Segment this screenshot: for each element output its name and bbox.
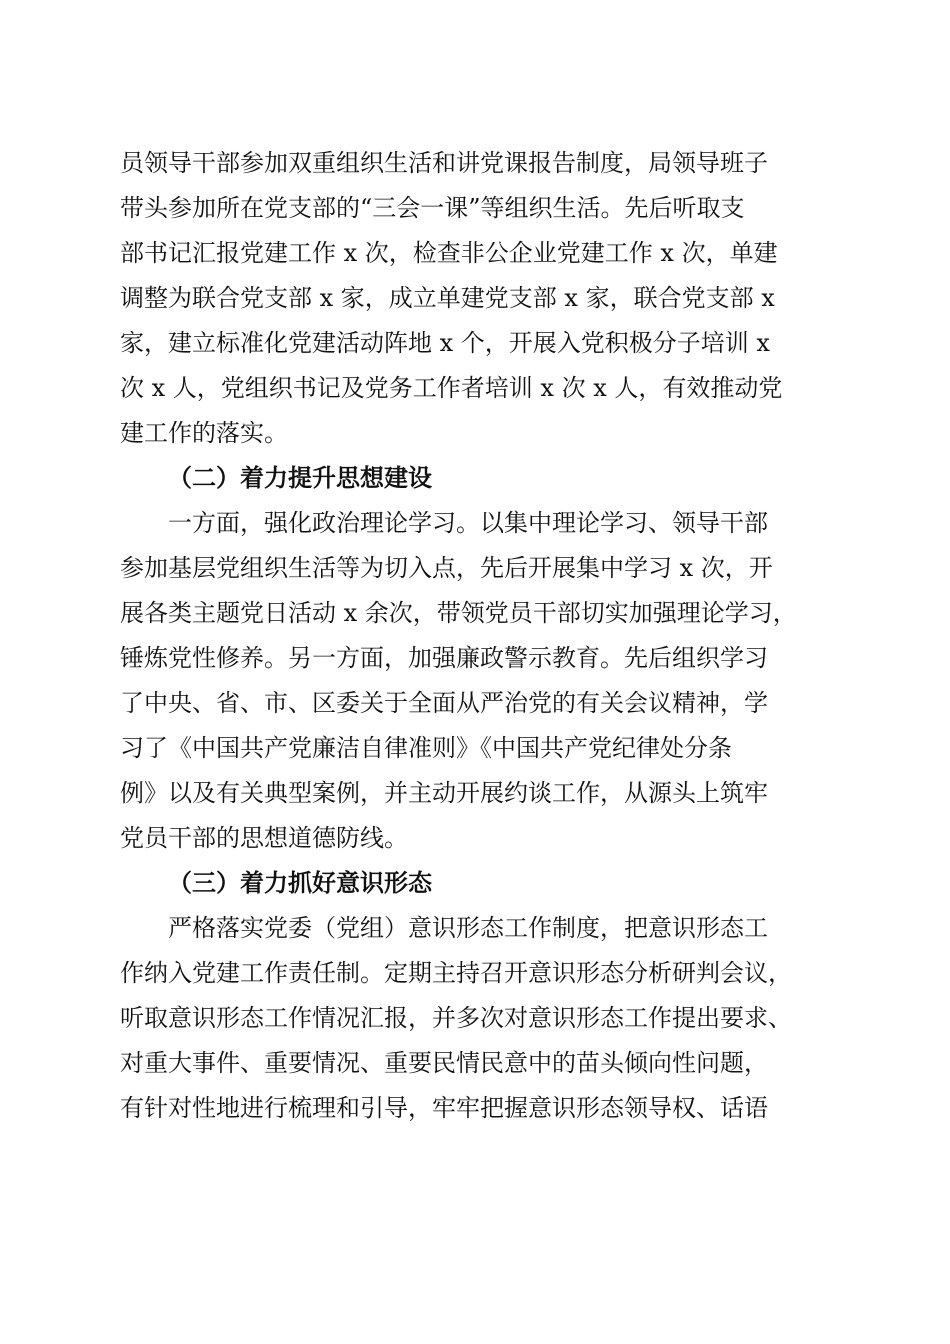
paragraph-1-line-1: 员领导干部参加双重组织生活和讲党课报告制度，局领导班子 <box>120 149 768 177</box>
paragraph-1-line-2: 带头参加所在党支部的“三会一课”等组织生活。先后听取支 <box>120 194 745 222</box>
paragraph-1-line-5: 家，建立标准化党建活动阵地 x 个，开展入党积极分子培训 x <box>120 329 770 357</box>
section-3-line-4: 对重大事件、重要情况、重要民情民意中的苗头倾向性问题， <box>120 1049 768 1077</box>
section-3-line-1: 严格落实党委（党组）意识形态工作制度，把意识形态工 <box>168 914 768 942</box>
section-2-line-3: 展各类主题党日活动 x 余次，带领党员干部切实加强理论学习， <box>120 599 797 627</box>
section-2-line-6: 习了《中国共产党廉洁自律准则》《中国共产党纪律处分条 <box>120 734 732 762</box>
paragraph-1-line-4: 调整为联合党支部 x 家，成立单建党支部 x 家，联合党支部 x <box>120 284 775 312</box>
section-2-line-2: 参加基层党组织生活等为切入点，先后开展集中学习 x 次，开 <box>120 554 773 582</box>
section-2-line-8: 党员干部的思想道德防线。 <box>120 824 408 852</box>
section-3-line-3: 听取意识形态工作情况汇报，并多次对意识形态工作提出要求、 <box>120 1004 792 1032</box>
section-3-heading: （三）着力抓好意识形态 <box>168 868 432 897</box>
section-2-heading: （二）着力提升思想建设 <box>168 463 432 492</box>
section-2-line-5: 了中央、省、市、区委关于全面从严治党的有关会议精神，学 <box>120 689 768 717</box>
section-3-line-2: 作纳入党建工作责任制。定期主持召开意识形态分析研判会议， <box>120 959 792 987</box>
section-2-line-1: 一方面，强化政治理论学习。以集中理论学习、领导干部 <box>168 509 768 537</box>
section-2-line-4: 锤炼党性修养。另一方面，加强廉政警示教育。先后组织学习 <box>120 644 768 672</box>
paragraph-1-line-6: 次 x 人，党组织书记及党务工作者培训 x 次 x 人，有效推动党 <box>120 374 783 402</box>
paragraph-1-line-3: 部书记汇报党建工作 x 次，检查非公企业党建工作 x 次，单建 <box>120 239 778 267</box>
paragraph-1-line-7: 建工作的落实。 <box>120 419 288 447</box>
section-2-line-7: 例》以及有关典型案例，并主动开展约谈工作，从源头上筑牢 <box>120 779 768 807</box>
section-3-line-5: 有针对性地进行梳理和引导，牢牢把握意识形态领导权、话语 <box>120 1094 768 1122</box>
